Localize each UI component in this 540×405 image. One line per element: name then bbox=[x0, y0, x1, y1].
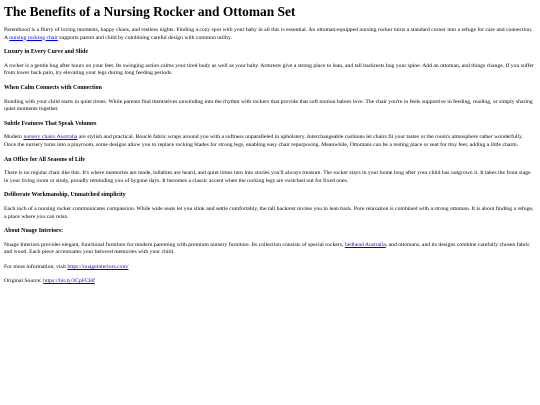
features-text-before: Modern bbox=[4, 134, 24, 141]
intro-text-before: Parenthood is a flurry of loving moments, happy chaos, and restless nights. Finding a cozy spot with your baby in all this is essential. An ottoman-equipped nursing rocker turns a standard corner into a refuge for care and connection. A bbox=[4, 27, 533, 41]
more-info-text: For more information, visit bbox=[4, 263, 68, 270]
section-heading-calm: When Calm Connects with Connection bbox=[4, 84, 102, 91]
section-heading-about: About Nuage Interiors: bbox=[4, 228, 63, 235]
original-source-link[interactable]: https://bit.ly/3CpFCHf bbox=[43, 278, 95, 285]
section-heading-workmanship: Deliberate Workmanship, Unmatched simplicity bbox=[4, 192, 126, 199]
section-body-workmanship: Each inch of a nursing rocker communicates compassion. While wide seats let you slink and settle comfortably, the tall backrest invites you to lean back. Pure relaxation is combined with a strong ottoman. It is about finding a refuge, a place where you can relax. bbox=[4, 205, 534, 220]
features-text-after: are stylish and practical. Bouclé fabric wraps around you with a softness unparalleled in upholstery. Interchangeable cushions let chairs fit your tastes or the room's atmosphere rather wonderfully. Once the nursery turns into a playroom, some designs allow you to replace rocking blades for strong legs, enabling easy chair repurposing. Meanwhile, Ottomans can be a resting place or seat for tiny feet, adding a little charm. bbox=[4, 134, 523, 148]
section-heading-office: An Office for All Seasons of Life bbox=[4, 156, 86, 163]
original-source-paragraph bbox=[4, 278, 536, 286]
nursery-chairs-australia-link[interactable]: nursery chairs Australia bbox=[23, 134, 78, 141]
section-heading-features: Subtle Features That Speak Volumes bbox=[4, 120, 97, 127]
section-heading-luxury: Luxury in Every Curve and Slide bbox=[4, 49, 88, 56]
page-title: The Benefits of a Nursing Rocker and Ottoman Set bbox=[4, 4, 296, 19]
bedhead-australia-link[interactable]: bedhead Australia bbox=[344, 241, 386, 248]
section-body-office: There is no regular chair like this. It's where memories are made, lullabies are heard, and quiet times turn into stories you'll always treasure. The rocker stays in your home long after your child has outgrown it. It takes the front stage in your living room or study, proudly reminding you of bygone days. It becomes a classic accent when the rocking legs are switched out for fixed ones. bbox=[4, 170, 531, 184]
original-source-text: Original Source: bbox=[4, 278, 44, 285]
section-body-features bbox=[4, 134, 536, 149]
about-text-after: , and ottomans, and its designs combine carefully chosen fabric and wood. Each piece accentuates your beloved memories with your child. bbox=[4, 241, 530, 256]
about-text-before: Nuage Interiors provides elegant, functional furniture for modern parenting with premium nursery furniture. Its collection consists of special rockers, bbox=[4, 241, 345, 248]
section-body-luxury: A rocker is a gentle hug after hours on your feet. Its swinging action calms your tired body as well as your baby. Armrests give a strong place to lean, and tall backrests hug your spine. Add an ottoman, and things change. If you suffer from lower back pain, try elevating your legs during long feeding periods. bbox=[4, 62, 534, 77]
nuage-website-link[interactable]: https://nuageinteriors.com/ bbox=[67, 263, 129, 270]
more-info-paragraph bbox=[4, 264, 536, 272]
intro-text-after: supports parent and child by combining careful design with common utility. bbox=[57, 34, 232, 41]
intro-paragraph bbox=[4, 27, 536, 42]
section-body-about bbox=[4, 242, 536, 257]
nursing-rocking-chair-link[interactable]: nursing rocking chair bbox=[9, 34, 58, 41]
section-body-calm: Bonding with your child starts in quiet times. While parents find themselves unwinding into the rhythm with rockers that provide that soft motion babies love. The chair you're in feels supportive in feeding, reading, or simply sharing quiet moments together. bbox=[4, 98, 533, 113]
